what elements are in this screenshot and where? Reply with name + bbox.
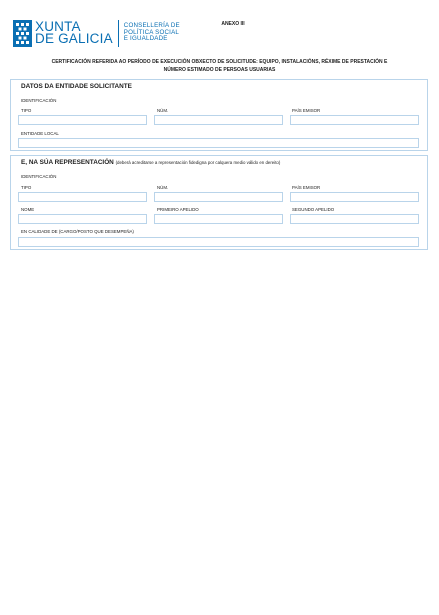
representative-name-field[interactable] <box>18 214 147 224</box>
local-entity-label: ENTIDADE LOCAL <box>21 131 59 136</box>
xunta-emblem-icon <box>13 20 32 47</box>
document-title-line-1: CERTIFICACIÓN REFERIDA AO PERÍODO DE EXECUCIÓN OBXECTO DE SOLICITUDE: EQUIPO, INSTALACIÓNS, RÉXIME DE PRESTACIÓN E <box>51 59 388 65</box>
entity-identification-label: IDENTIFICACIÓN <box>21 98 57 103</box>
logo-wordmark <box>35 21 113 45</box>
entity-country-field[interactable] <box>290 115 419 125</box>
representative-name-label: NOME <box>21 207 35 212</box>
logo-line-1: XUNTA <box>35 19 81 34</box>
representation-section <box>10 155 428 250</box>
department-line-1: CONSELLERÍA DE <box>123 21 180 29</box>
department-name <box>124 23 180 44</box>
annex-label: ANEXO III <box>221 21 245 27</box>
representative-country-field[interactable] <box>290 192 419 202</box>
representative-country-label: PAÍS EMISOR <box>292 185 321 190</box>
representative-type-label: TIPO <box>21 185 32 190</box>
entity-type-field[interactable] <box>18 115 147 125</box>
document-title-line-2: NÚMERO ESTIMADO DE PERSOAS USUARIAS <box>163 67 276 73</box>
representative-first-surname-label: PRIMEIRO APELIDO <box>157 207 199 212</box>
local-entity-field[interactable] <box>18 138 419 148</box>
representative-capacity-label: EN CALIDADE DE (CARGO/POSTO QUE DESEMPEÑA) <box>21 229 134 234</box>
entity-section <box>10 79 428 151</box>
representation-identification-label: IDENTIFICACIÓN <box>21 174 57 179</box>
representative-capacity-field[interactable] <box>18 237 419 247</box>
xunta-logo <box>13 18 180 48</box>
entity-country-label: PAÍS EMISOR <box>292 108 321 113</box>
entity-number-field[interactable] <box>154 115 283 125</box>
representative-number-label: NÚM. <box>157 185 169 190</box>
representative-first-surname-field[interactable] <box>154 214 283 224</box>
representation-note: (deberá acreditarse a representación fidedigna por calquera medio válido en dereito) <box>115 160 281 165</box>
representative-number-field[interactable] <box>154 192 283 202</box>
document-title <box>10 58 429 74</box>
representative-second-surname-label: SEGUNDO APELIDO <box>292 207 335 212</box>
representation-heading <box>21 159 280 166</box>
department-line-3: E IGUALDADE <box>123 35 168 43</box>
entity-type-label: TIPO <box>21 108 32 113</box>
department-line-2: POLÍTICA SOCIAL <box>123 28 180 36</box>
representative-second-surname-field[interactable] <box>290 214 419 224</box>
representative-type-field[interactable] <box>18 192 147 202</box>
logo-line-2: DE GALICIA <box>35 31 113 46</box>
entity-heading: DATOS DA ENTIDADE SOLICITANTE <box>21 83 132 90</box>
logo-divider <box>118 20 119 47</box>
entity-number-label: NÚM. <box>157 108 169 113</box>
representation-heading-text: E, NA SÚA REPRESENTACIÓN <box>21 159 114 166</box>
